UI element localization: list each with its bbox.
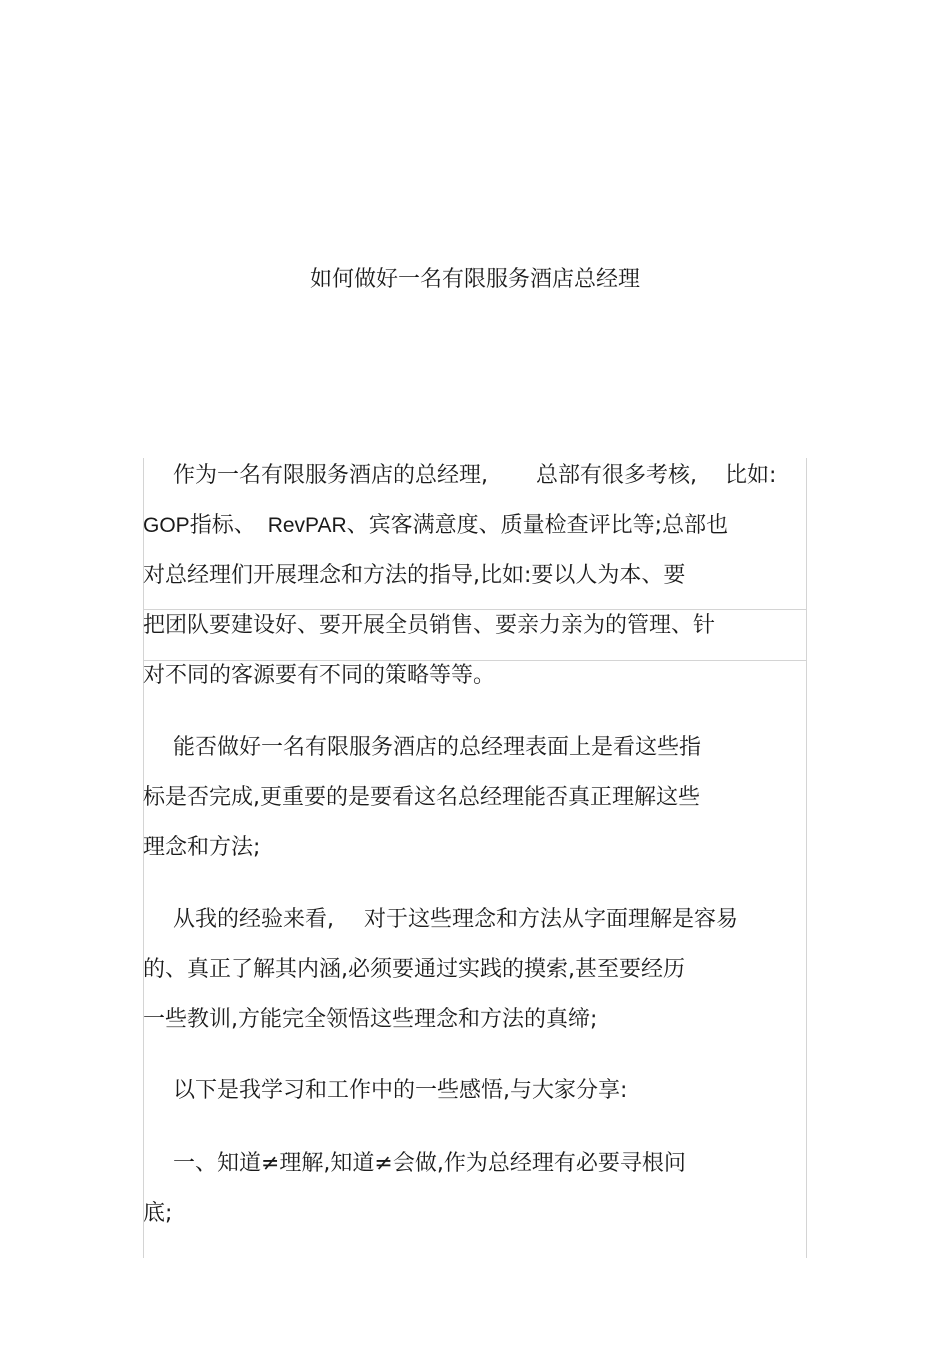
text-segment: 总部有很多考核, [536, 463, 697, 488]
text-segment: 、宾客满意度、质量检查评比等;总部也 [346, 513, 729, 538]
paragraph-2-line-1: 能否做好一名有限服务酒店的总经理表面上是看这些指 [173, 735, 702, 760]
paragraph-1-line-2 [143, 510, 728, 542]
paragraph-5-line-2: 底; [143, 1201, 173, 1226]
paragraph-2-line-2: 标是否完成,更重要的是要看这名总经理能否真正理解这些 [143, 785, 700, 810]
paragraph-4-line-1: 以下是我学习和工作中的一些感悟,与大家分享: [173, 1078, 628, 1103]
paragraph-3-line-2: 的、真正了解其内涵,必须要通过实践的摸索,甚至要经历 [143, 957, 685, 982]
text-segment: 指标、 [189, 513, 256, 538]
paragraph-3-line-1 [173, 904, 738, 936]
text-segment: 比如: [725, 463, 777, 488]
text-segment: 对于这些理念和方法从字面理解是容易 [364, 907, 739, 932]
text-segment: 从我的经验来看, [173, 907, 334, 932]
text-segment: RevPAR [267, 514, 347, 537]
text-segment: GOP [143, 514, 190, 537]
border-right [806, 458, 807, 1258]
document-title: 如何做好一名有限服务酒店总经理 [309, 267, 640, 292]
paragraph-3-line-3: 一些教训,方能完全领悟这些理念和方法的真缔; [143, 1007, 598, 1032]
text-segment: 作为一名有限服务酒店的总经理, [173, 463, 488, 488]
paragraph-1-line-5: 对不同的客源要有不同的策略等等。 [143, 663, 496, 688]
paragraph-1-line-3: 对总经理们开展理念和方法的指导,比如:要以人为本、要 [143, 563, 686, 588]
paragraph-2-line-3: 理念和方法; [143, 835, 261, 860]
paragraph-1-line-4: 把团队要建设好、要开展全员销售、要亲力亲为的管理、针 [143, 613, 716, 638]
paragraph-5-line-1: 一、知道≠理解,知道≠会做,作为总经理有必要寻根问 [173, 1151, 686, 1176]
paragraph-1-line-1 [173, 460, 776, 492]
border-row-1 [806, 498, 807, 499]
